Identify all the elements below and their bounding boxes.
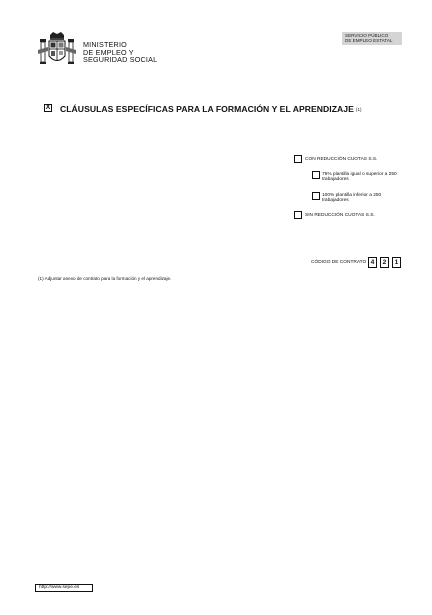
footnote-ref: (1): [355, 107, 362, 113]
service-line: DE EMPLEO ESTATAL: [345, 38, 393, 44]
plantilla-100-checkbox[interactable]: [312, 192, 320, 200]
ministry-line: MINISTERIO: [83, 40, 127, 49]
section-title-text: CLÁUSULAS ESPECÍFICAS PARA LA FORMACIÓN Y EL APRENDIZAJE: [60, 104, 354, 114]
contract-code-digit: 4: [368, 257, 377, 268]
sin-reduccion-label: SIN REDUCCIÓN CUOTAS S.S.: [305, 213, 375, 218]
service-badge: [342, 32, 402, 45]
title-checkbox[interactable]: X: [45, 104, 51, 111]
contract-code-label: CÓDIGO DE CONTRATO: [311, 260, 367, 265]
contract-code-digit: 1: [392, 257, 401, 268]
ministry-line: SEGURIDAD SOCIAL: [83, 55, 158, 65]
ministry-name: [83, 41, 157, 64]
plantilla-75-checkbox[interactable]: [312, 171, 320, 179]
sin-reduccion-checkbox[interactable]: [294, 211, 302, 219]
spanish-coat-of-arms-icon: [37, 32, 77, 68]
service-line: SERVICIO PÚBLICO: [345, 33, 389, 38]
plantilla-75-label: 75% plantilla igual o superior a 250 trabajadores: [322, 172, 397, 183]
ministry-line: DE EMPLEO Y: [83, 47, 134, 57]
contract-code-digit: 2: [380, 257, 389, 268]
sepe-url-link[interactable]: http://www.sepe.es: [35, 584, 93, 592]
plantilla-100-label: 100% plantilla inferior a 250 trabajadores: [322, 193, 382, 204]
section-title: [60, 104, 362, 114]
con-reduccion-label: CON REDUCCIÓN CUOTAS S.S.: [305, 157, 378, 162]
con-reduccion-checkbox[interactable]: [294, 155, 302, 163]
footnote: (1) Adjuntar anexo de contrato para la formación y el aprendizaje.: [38, 276, 172, 281]
